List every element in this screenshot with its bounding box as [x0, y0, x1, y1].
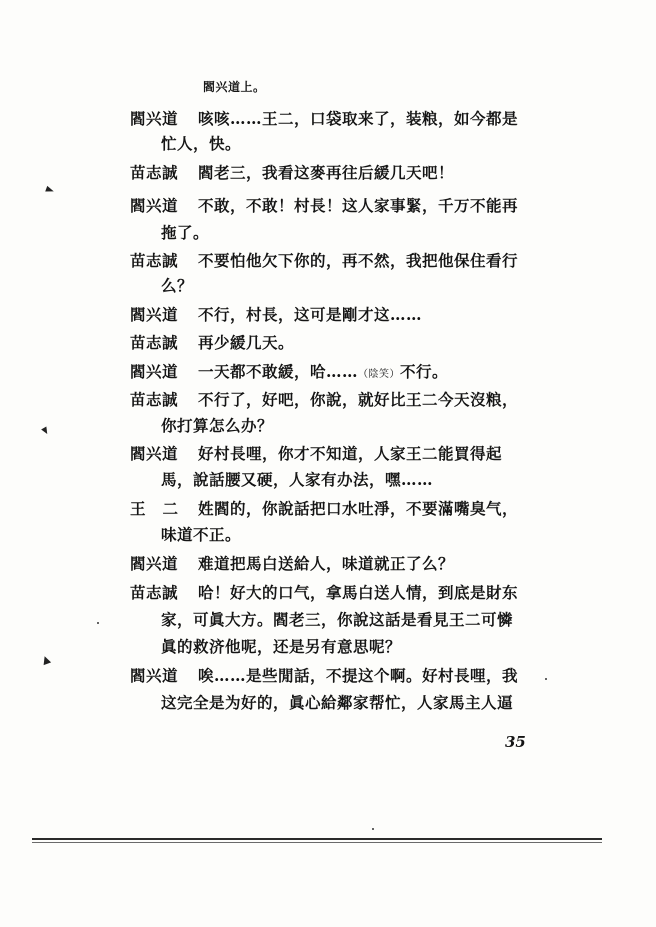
dialogue-line — [130, 333, 294, 353]
speaker-name: 苗志誠 — [130, 333, 179, 352]
speech-continuation: 么？ — [161, 276, 194, 295]
speech-continuation: 你打算怎么办？ — [161, 416, 274, 435]
speaker-name: 苗志誠 — [130, 583, 179, 602]
speech-continuation: 味道不正。 — [161, 525, 242, 544]
speech-continuation: 拖了。 — [161, 223, 210, 242]
speaker-name: 苗志誠 — [130, 163, 179, 182]
speaker-name: 閻兴道 — [130, 554, 179, 573]
speech-text: 不行。 — [400, 362, 449, 381]
speech-text: 再少緩几天。 — [198, 333, 295, 352]
dialogue-line — [130, 554, 454, 574]
speaker-name: 閻兴道 — [130, 196, 179, 215]
dialogue-line — [130, 305, 422, 325]
speech-continuation: 忙人，快。 — [161, 134, 242, 153]
dialogue-line — [130, 499, 518, 519]
scan-speck — [372, 828, 374, 830]
page-number: 35 — [505, 733, 526, 751]
speech-text: 难道把馬白送給人，味道就正了么？ — [198, 554, 455, 573]
speech-text: 不行了，好吧，你說，就好比王二今天沒粮， — [198, 390, 519, 409]
stage-direction: 閻兴道上。 — [203, 80, 266, 94]
speech-text: 不敢，不敢！村長！这人家事緊，千万不能再 — [198, 196, 519, 215]
dialogue-line — [130, 163, 454, 183]
scan-speck — [545, 678, 547, 680]
scan-mark — [41, 655, 51, 665]
speech-text: 好村長哩，你才不知道，人家王二能買得起 — [198, 444, 503, 463]
scan-speck — [97, 622, 99, 624]
speaker-name: 閻兴道 — [130, 666, 179, 685]
speech-text: 不行，村長，这可是剛才这…… — [198, 305, 423, 324]
dialogue-line — [130, 666, 518, 686]
dialogue-line — [130, 109, 518, 129]
bottom-rule — [32, 838, 602, 840]
bottom-rule-shadow — [32, 842, 602, 843]
speech-text: 哈！好大的口气，拿馬白送人情，到底是財东 — [198, 583, 519, 602]
speaker-name: 王二 — [130, 499, 196, 518]
speech-text: 一天都不敢緩，哈…… — [198, 362, 359, 381]
dialogue-line — [130, 362, 448, 385]
speech-continuation: 家，可眞大方。閻老三，你說这話是看見王二可憐 — [161, 610, 514, 629]
speaker-name: 閻兴道 — [130, 444, 179, 463]
dialogue-line — [130, 390, 518, 410]
speech-text: 不要怕他欠下你的，再不然，我把他保住看行 — [198, 251, 519, 270]
dialogue-line — [130, 444, 502, 464]
speech-continuation: 这完全是为好的，眞心給鄰家帮忙，人家馬主人逼 — [161, 693, 514, 712]
dialogue-line — [130, 196, 518, 216]
scan-mark — [41, 426, 50, 435]
speaker-name: 閻兴道 — [130, 305, 179, 324]
speaker-name: 苗志誠 — [130, 390, 179, 409]
speaker-name: 苗志誠 — [130, 251, 179, 270]
speech-text: 姓閻的，你說話把口水吐淨，不要滿嘴臭气， — [198, 499, 519, 518]
speech-text: 唉……是些閒話，不提这个啊。好村長哩，我 — [198, 666, 519, 685]
speech-text: 咳咳……王二，口袋取来了，装粮，如今都是 — [198, 109, 519, 128]
speech-continuation: 眞的救济他呢，还是另有意思呢？ — [161, 637, 402, 656]
speech-continuation: 馬，說話腰又硬，人家有办法，嘿…… — [161, 470, 434, 489]
dialogue-line — [130, 251, 518, 271]
stage-note: （陰笑） — [358, 369, 401, 380]
speech-text: 閻老三，我看这麥再往后緩几天吧！ — [198, 163, 455, 182]
speaker-name: 閻兴道 — [130, 109, 179, 128]
speaker-name: 閻兴道 — [130, 362, 179, 381]
scan-mark — [45, 186, 55, 194]
dialogue-line — [130, 583, 518, 603]
